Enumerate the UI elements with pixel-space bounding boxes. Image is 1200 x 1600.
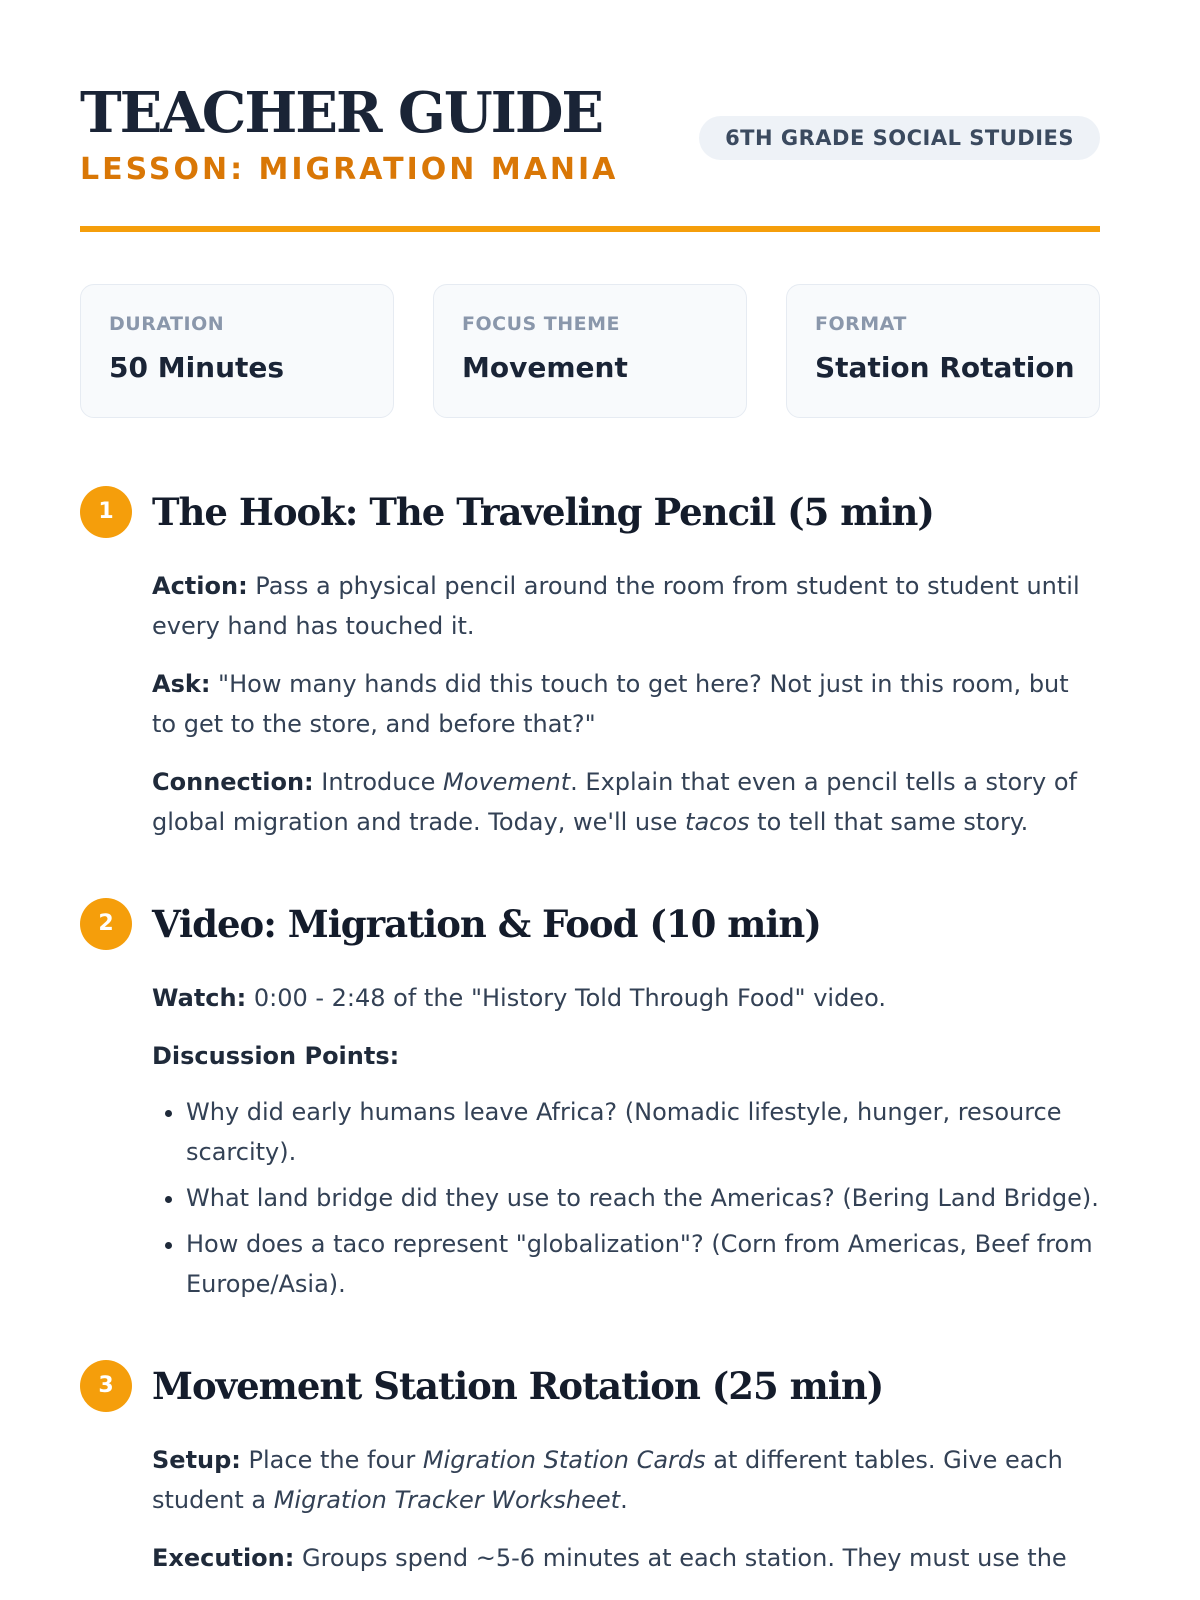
section-header — [80, 482, 1100, 542]
step-number-badge: 3 — [80, 1360, 132, 1412]
action-text: Pass a physical pencil around the room from student to student until every hand has touched it. — [152, 572, 1080, 640]
step-number-badge: 1 — [80, 486, 132, 538]
setup-emphasis: Migration Tracker Worksheet — [273, 1486, 621, 1514]
connection-emphasis: Movement — [443, 768, 571, 796]
discussion-heading — [152, 1036, 1100, 1076]
section-station-rotation — [80, 1356, 1100, 1578]
lesson-subtitle: LESSON: MIGRATION MANIA — [80, 152, 619, 187]
action-paragraph — [152, 566, 1100, 646]
list-item: • What land bridge did they use to reach the Americas? (Bering Land Bridge). — [186, 1178, 1100, 1218]
execution-text: Groups spend ~5-6 minutes at each station. They must use the — [294, 1544, 1067, 1572]
duration-value: 50 Minutes — [109, 351, 285, 384]
duration-card — [80, 284, 394, 418]
grade-badge: 6TH GRADE SOCIAL STUDIES — [699, 116, 1100, 160]
ask-label: Ask: — [152, 670, 211, 698]
section-hook — [80, 482, 1100, 842]
guide-header — [80, 82, 1100, 232]
section-title: Movement Station Rotation (25 min) — [152, 1364, 884, 1408]
action-label: Action: — [152, 572, 248, 600]
section-title: The Hook: The Traveling Pencil (5 min) — [152, 490, 934, 534]
ask-paragraph — [152, 664, 1100, 744]
lesson-info-cards — [80, 284, 1100, 418]
section-header — [80, 894, 1100, 954]
list-item: • How does a taco represent "globalization"? (Corn from Americas, Beef from Europe/Asia). — [186, 1224, 1100, 1304]
discussion-label: Discussion Points: — [152, 1042, 400, 1070]
connection-text: to tell that same story. — [749, 808, 1029, 836]
section-video — [80, 894, 1100, 1304]
watch-text: 0:00 - 2:48 of the "History Told Through Food" video. — [246, 984, 886, 1012]
connection-text: . Explain that even a pencil tells a story of global migration and trade. Today, we'll use — [152, 768, 1077, 836]
setup-label: Setup: — [152, 1446, 241, 1474]
ask-text: "How many hands did this touch to get here? Not just in this room, but to get to the store, and before that?" — [152, 670, 1069, 738]
execution-label: Execution: — [152, 1544, 295, 1572]
setup-text: Place the four — [240, 1446, 423, 1474]
watch-paragraph — [152, 978, 1100, 1018]
format-value: Station Rotation — [815, 351, 1075, 384]
duration-label: DURATION — [109, 313, 225, 335]
focus-theme-card — [433, 284, 747, 418]
page-title: TEACHER GUIDE — [80, 80, 603, 146]
section-body — [152, 542, 1100, 842]
list-item: • Why did early humans leave Africa? (Nomadic lifestyle, hunger, resource scarcity). — [186, 1092, 1100, 1172]
format-label: FORMAT — [815, 313, 907, 335]
focus-theme-label: FOCUS THEME — [462, 313, 621, 335]
section-header — [80, 1356, 1100, 1416]
setup-emphasis: Migration Station Cards — [422, 1446, 706, 1474]
setup-text: at different tables. Give each student a — [152, 1446, 1063, 1514]
focus-theme-value: Movement — [462, 351, 628, 384]
connection-paragraph — [152, 762, 1100, 842]
execution-paragraph — [152, 1538, 1100, 1578]
connection-text: Introduce — [313, 768, 444, 796]
watch-label: Watch: — [152, 984, 247, 1012]
connection-emphasis: tacos — [685, 808, 750, 836]
setup-paragraph — [152, 1440, 1100, 1520]
section-body — [152, 954, 1100, 1304]
section-body — [152, 1416, 1100, 1578]
connection-label: Connection: — [152, 768, 314, 796]
format-card — [786, 284, 1100, 418]
setup-text: . — [620, 1486, 628, 1514]
discussion-list — [152, 1092, 1100, 1304]
step-number-badge: 2 — [80, 898, 132, 950]
section-title: Video: Migration & Food (10 min) — [152, 902, 821, 946]
